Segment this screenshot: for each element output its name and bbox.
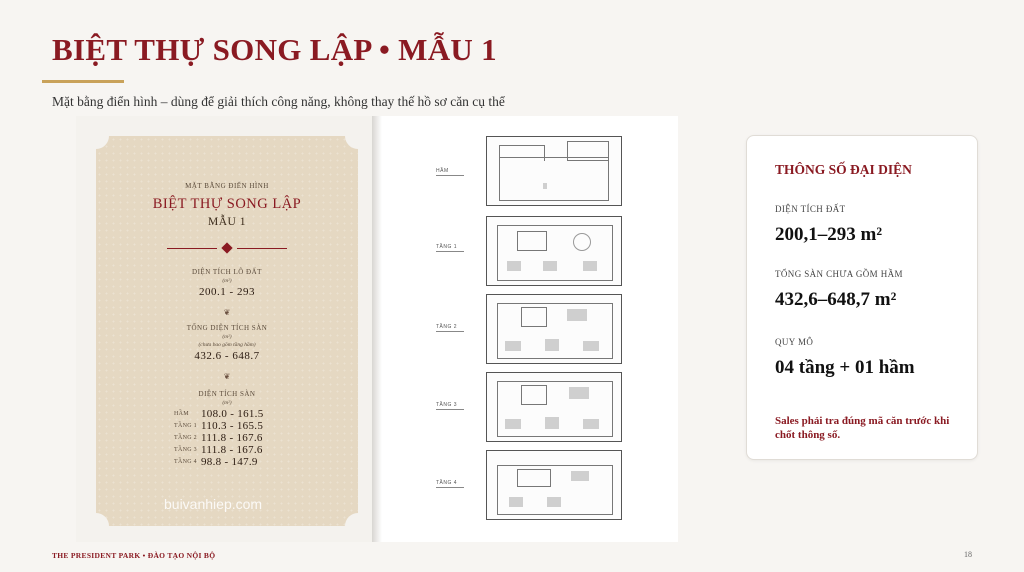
total-floor-label: TỔNG DIỆN TÍCH SÀN [186, 324, 268, 332]
spec-note: Sales phải tra đúng mã căn trước khi chốt thông số. [775, 415, 950, 441]
table-row: HẦM 108.0 - 161.5 [174, 408, 264, 420]
table-row: TẦNG 2 111.8 - 167.6 [174, 432, 263, 444]
lot-area-label: DIỆN TÍCH LÔ ĐẤT [192, 268, 262, 276]
floor-area-table [174, 408, 268, 468]
table-row: TẦNG 3 111.8 - 167.6 [174, 444, 263, 456]
total-floor-unit: (m²) [222, 334, 232, 340]
spec-value-total-floor: 432,6–648,7 m² [775, 289, 897, 310]
brochure-model: MẪU 1 [208, 216, 246, 228]
spec-card [746, 135, 978, 460]
plan-label-floor-2: TẦNG 2 [436, 324, 458, 330]
brochure-kicker: MẶT BẰNG ĐIỂN HÌNH [185, 182, 269, 190]
spec-label-scale: QUY MÔ [775, 337, 814, 347]
total-floor-note: (chưa bao gồm tầng hầm) [198, 342, 256, 348]
slide-subtitle: Mặt bằng điển hình – dùng để giải thích công năng, không thay thế hồ sơ căn cụ thể [52, 94, 505, 109]
plan-label-floor-1: TẦNG 1 [436, 244, 458, 250]
total-floor-value: 432.6 - 648.7 [194, 350, 260, 362]
floor-area-unit: (m²) [222, 400, 232, 406]
ornament-icon: ❦ [223, 372, 231, 381]
watermark: buivanhiep.com [164, 496, 263, 512]
floor-area-label: DIỆN TÍCH SÀN [198, 390, 256, 398]
spec-label-total-floor: TỔNG SÀN CHƯA GỒM HẦM [775, 269, 903, 279]
slide-title: BIỆT THỰ SONG LẬP • MẪU 1 [52, 32, 497, 67]
page-number: 18 [964, 550, 972, 559]
lot-area-value: 200.1 - 293 [199, 286, 255, 298]
brochure-image [76, 116, 678, 542]
floor-plan-floor-4 [486, 450, 622, 520]
floor-plan-floor-1 [486, 216, 622, 286]
floor-plan-floor-3 [486, 372, 622, 442]
plan-label-basement: HẦM [436, 168, 449, 174]
table-row: TẦNG 1 110.3 - 165.5 [174, 420, 264, 432]
title-rule [42, 80, 124, 83]
footer-text: THE PRESIDENT PARK • ĐÀO TẠO NỘI BỘ [52, 551, 216, 560]
ornament-divider [167, 244, 287, 252]
ornament-icon: ❦ [223, 308, 231, 317]
spec-label-land-area: DIỆN TÍCH ĐẤT [775, 204, 846, 214]
floor-plan-basement [486, 136, 622, 206]
spec-value-land-area: 200,1–293 m² [775, 224, 883, 245]
brochure-info-card [96, 136, 358, 526]
plan-label-floor-3: TẦNG 3 [436, 402, 458, 408]
floor-plan-floor-2 [486, 294, 622, 364]
plan-label-floor-4: TẦNG 4 [436, 480, 458, 486]
page-gutter [372, 116, 382, 542]
brochure-title: BIỆT THỰ SONG LẬP [152, 196, 302, 212]
lot-area-unit: (m²) [222, 278, 232, 284]
brochure-cover-page [76, 116, 372, 542]
spec-heading: THÔNG SỐ ĐẠI DIỆN [775, 162, 912, 177]
table-row: TẦNG 4 98.8 - 147.9 [174, 456, 258, 468]
spec-value-scale: 04 tầng + 01 hầm [775, 357, 915, 378]
